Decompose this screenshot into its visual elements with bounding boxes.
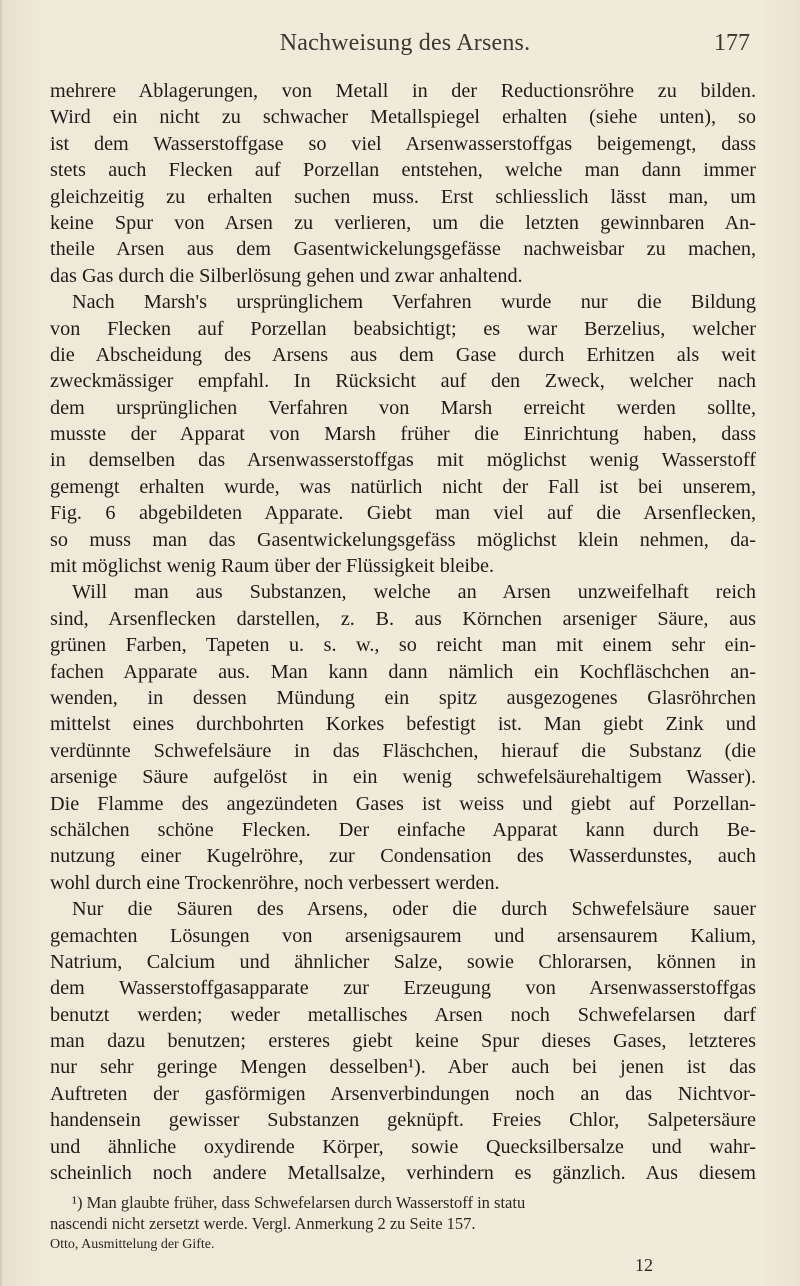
text-line: wohl durch eine Trockenröhre, noch verbessert werden. bbox=[50, 871, 500, 894]
text-line: grünen Farben, Tapeten u. s. w., so reicht man mit einem sehr ein- bbox=[50, 634, 756, 657]
text-line: Fig. 6 abgebildeten Apparate. Giebt man viel auf die Arsenflecken, bbox=[50, 502, 756, 525]
text-line: schälchen schöne Flecken. Der einfache Apparat kann durch Be- bbox=[50, 818, 756, 841]
text-line: man dazu benutzen; ersteres giebt keine Spur dieses Gases, letzteres bbox=[50, 1030, 756, 1053]
text-line: Natrium, Calcium und ähnlicher Salze, sowie Chlorarsen, können in bbox=[50, 950, 756, 973]
text-line: dem Wasserstoffgasapparate zur Erzeugung von Arsenwasserstoffgas bbox=[50, 977, 756, 1000]
text-line: und ähnliche oxydirende Körper, sowie Quecksilbersalze und wahr- bbox=[50, 1135, 756, 1158]
footnote-line: ¹) Man glaubte früher, dass Schwefelarsen durch Wasserstoff in statu bbox=[72, 1193, 526, 1212]
text-line: Wird ein nicht zu schwacher Metallspiegel erhalten (siehe unten), so bbox=[50, 106, 756, 129]
page-header bbox=[60, 30, 750, 64]
text-line: gemengt erhalten wurde, was natürlich nicht der Fall ist bei unserem, bbox=[50, 475, 756, 498]
sheet-signature: 12 bbox=[635, 1255, 653, 1275]
text-line: Die Flamme des angezündeten Gases ist weiss und giebt auf Porzellan- bbox=[50, 792, 756, 815]
running-head: Nachweisung des Arsens. bbox=[279, 30, 531, 56]
text-line: sind, Arsenflecken darstellen, z. B. aus Körnchen arseniger Säure, aus bbox=[50, 607, 756, 630]
text-line: zweckmässiger empfahl. In Rücksicht auf den Zweck, welcher nach bbox=[50, 370, 756, 393]
text-line: stets auch Flecken auf Porzellan entstehen, welche man dann immer bbox=[50, 159, 756, 182]
printer-signature-line: Otto, Ausmittelung der Gifte. bbox=[50, 1237, 215, 1252]
text-line: nutzung einer Kugelröhre, zur Condensation des Wasserdunstes, auch bbox=[50, 845, 756, 868]
text-line: handensein gewisser Substanzen geknüpft. Freies Chlor, Salpetersäure bbox=[50, 1109, 756, 1132]
text-line: so muss man das Gasentwickelungsgefäss möglichst klein nehmen, da- bbox=[50, 528, 756, 551]
text-line: von Flecken auf Porzellan beabsichtigt; es war Berzelius, welcher bbox=[50, 317, 756, 340]
text-line: gleichzeitig zu erhalten suchen muss. Erst schliesslich lässt man, um bbox=[50, 185, 756, 208]
text-line: scheinlich noch andere Metallsalze, verhindern es gänzlich. Aus diesem bbox=[50, 1162, 756, 1185]
text-line: Nur die Säuren des Arsens, oder die durch Schwefelsäure sauer bbox=[72, 898, 756, 921]
text-line: die Abscheidung des Arsens aus dem Gase durch Erhitzen als weit bbox=[50, 343, 756, 366]
text-line: nur sehr geringe Mengen desselben¹). Aber auch bei jenen ist das bbox=[50, 1056, 756, 1079]
text-line: benutzt werden; weder metallisches Arsen noch Schwefelarsen darf bbox=[50, 1003, 756, 1026]
text-line: das Gas durch die Silberlösung gehen und zwar anhaltend. bbox=[50, 264, 523, 287]
text-line: mittelst eines durchbohrten Korkes befestigt ist. Man giebt Zink und bbox=[50, 713, 756, 736]
text-line: in demselben das Arsenwasserstoffgas mit möglichst wenig Wasserstoff bbox=[50, 449, 756, 472]
text-line: verdünnte Schwefelsäure in das Fläschchen, hierauf die Substanz (die bbox=[50, 739, 756, 762]
footnotes bbox=[50, 1192, 756, 1255]
text-line: Auftreten der gasförmigen Arsenverbindungen noch an das Nichtvor- bbox=[50, 1082, 756, 1105]
text-line: dem ursprünglichen Verfahren von Marsh erreicht werden sollte, bbox=[50, 396, 756, 419]
text-line: keine Spur von Arsen zu verlieren, um die letzten gewinnbaren An- bbox=[50, 211, 756, 234]
text-line: mehrere Ablagerungen, von Metall in der Reductionsröhre zu bilden. bbox=[50, 80, 756, 102]
footnote-line: nascendi nicht zersetzt werde. Vergl. Anmerkung 2 zu Seite 157. bbox=[50, 1214, 476, 1233]
text-line: gemachten Lösungen von arsenigsaurem und arsensaurem Kalium, bbox=[50, 924, 756, 947]
text-line: Will man aus Substanzen, welche an Arsen unzweifelhaft reich bbox=[72, 581, 756, 604]
body-text bbox=[50, 78, 756, 1186]
text-line: fachen Apparate aus. Man kann dann nämlich ein Kochfläschchen an- bbox=[50, 660, 756, 683]
page-number: 177 bbox=[714, 30, 750, 56]
text-line: mit möglichst wenig Raum über der Flüssigkeit bleibe. bbox=[50, 555, 495, 578]
text-line: musste der Apparat von Marsh früher die Einrichtung haben, dass bbox=[50, 423, 756, 446]
page-edge bbox=[0, 0, 2, 1286]
text-line: arsenige Säure aufgelöst in ein wenig schwefelsäurehaltigem Wasser). bbox=[50, 766, 756, 789]
text-line: theile Arsen aus dem Gasentwickelungsgefässe nachweisbar zu machen, bbox=[50, 238, 756, 261]
text-line: ist dem Wasserstoffgase so viel Arsenwasserstoffgas beigemengt, dass bbox=[50, 132, 756, 155]
text-line: wenden, in dessen Mündung ein spitz ausgezogenes Glasröhrchen bbox=[50, 686, 756, 709]
text-line: Nach Marsh's ursprünglichem Verfahren wurde nur die Bildung bbox=[72, 291, 756, 314]
